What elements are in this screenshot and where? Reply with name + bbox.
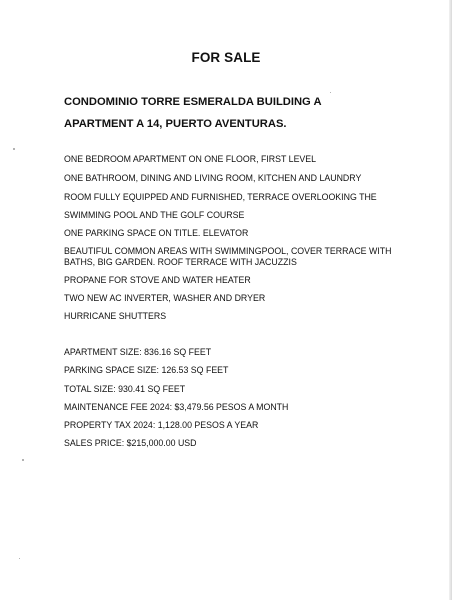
feature-line: ROOM FULLY EQUIPPED AND FURNISHED, TERRACE OVERLOOKING THE [64, 192, 377, 202]
detail-line: SALES PRICE: $215,000.00 USD [64, 438, 197, 448]
property-heading-line-2: APARTMENT A 14, PUERTO AVENTURAS. [64, 118, 287, 130]
scan-speck [22, 459, 24, 461]
scan-speck [19, 558, 20, 559]
detail-line: APARTMENT SIZE: 836.16 SQ FEET [64, 347, 212, 357]
detail-line: PROPERTY TAX 2024: 1,128.00 PESOS A YEAR [64, 420, 259, 430]
feature-line: ONE BATHROOM, DINING AND LIVING ROOM, KITCHEN AND LAUNDRY [64, 173, 362, 183]
detail-line: PARKING SPACE SIZE: 126.53 SQ FEET [64, 365, 229, 375]
detail-line: MAINTENANCE FEE 2024: $3,479.56 PESOS A MONTH [64, 402, 289, 412]
feature-line: PROPANE FOR STOVE AND WATER HEATER [64, 275, 251, 285]
feature-line: ONE PARKING SPACE ON TITLE. ELEVATOR [64, 228, 249, 238]
page-title: FOR SALE [191, 50, 261, 65]
feature-line: TWO NEW AC INVERTER, WASHER AND DRYER [64, 293, 266, 303]
property-heading-line-1: CONDOMINIO TORRE ESMERALDA BUILDING A [64, 96, 322, 108]
feature-line: SWIMMING POOL AND THE GOLF COURSE [64, 210, 245, 220]
detail-line: TOTAL SIZE: 930.41 SQ FEET [64, 384, 186, 394]
feature-line: ONE BEDROOM APARTMENT ON ONE FLOOR, FIRST LEVEL [64, 154, 317, 164]
feature-line: HURRICANE SHUTTERS [64, 311, 167, 321]
scan-speck [13, 148, 15, 150]
scan-speck [330, 92, 331, 93]
feature-line: BEAUTIFUL COMMON AREAS WITH SWIMMINGPOOL, COVER TERRACE WITH BATHS, BIG GARDEN. ROOF TERRACE WITH JACUZZIS [64, 246, 392, 267]
